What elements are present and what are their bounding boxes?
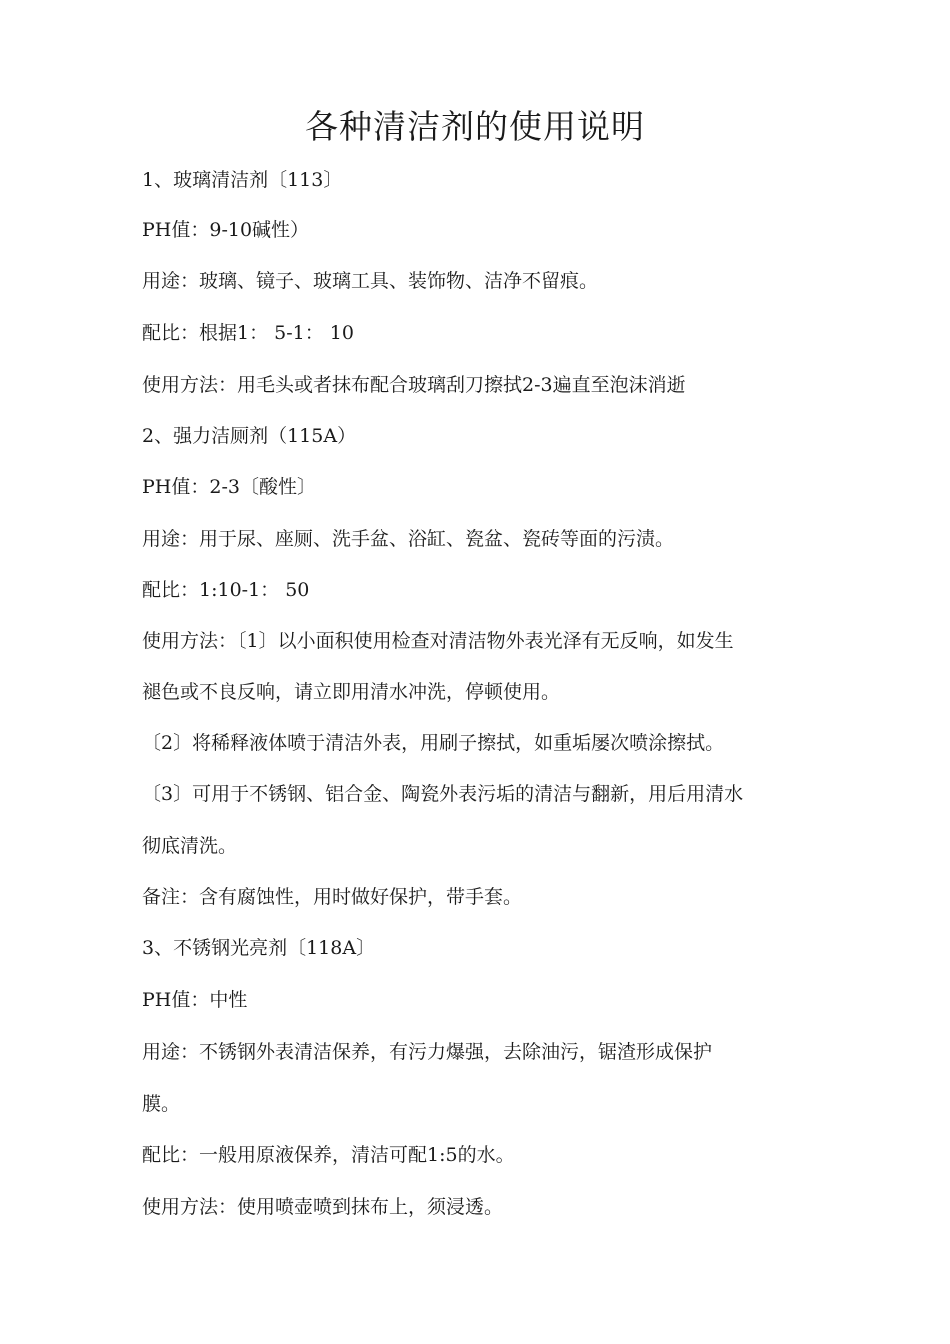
section-2-ph: PH值：2-3〔酸性〕: [142, 476, 316, 498]
section-1-usage: 用途：玻璃、镜子、玻璃工具、装饰物、洁净不留痕。: [142, 270, 599, 292]
section-2-usage: 用途：用于尿、座厕、洗手盆、浴缸、瓷盆、瓷砖等面的污渍。: [142, 528, 675, 550]
section-3-ratio: 配比：一般用原液保养，清洁可配1:5的水。: [142, 1144, 515, 1166]
section-2-method-line-1: 使用方法：〔1〕以小面积使用检查对清洁物外表光泽有无反响，如发生: [142, 630, 734, 652]
page-title: 各种清洁剂的使用说明: [305, 107, 645, 146]
section-1-method: 使用方法：用毛头或者抹布配合玻璃刮刀擦拭2-3遍直至泡沫消逝: [142, 374, 686, 396]
section-2-ratio: 配比：1:10-1： 50: [142, 579, 310, 601]
section-1-heading: 1、玻璃清洁剂〔113〕: [142, 169, 343, 191]
section-2-method-step-2: 〔2〕将稀释液体喷于清洁外表，用刷子擦拭，如重垢屡次喷涂擦拭。: [142, 732, 725, 754]
section-3-usage-line-1: 用途：不锈钢外表清洁保养，有污力爆强，去除油污，锯渣形成保护: [142, 1041, 713, 1063]
section-3-ph: PH值：中性: [142, 989, 248, 1011]
section-3-method: 使用方法：使用喷壶喷到抹布上，须浸透。: [142, 1196, 504, 1218]
section-1-ph: PH值：9-10碱性）: [142, 219, 310, 241]
section-2-heading: 2、强力洁厕剂（115A）: [142, 425, 357, 447]
section-2-note: 备注：含有腐蚀性，用时做好保护，带手套。: [142, 886, 523, 908]
section-2-method-line-2: 褪色或不良反响，请立即用清水冲洗，停顿使用。: [142, 681, 561, 703]
section-2-method-step-3-line-1: 〔3〕可用于不锈钢、铝合金、陶瓷外表污垢的清洁与翻新，用后用清水: [142, 783, 744, 805]
section-3-usage-line-2: 膜。: [142, 1093, 181, 1115]
section-1-ratio: 配比：根据1： 5-1： 10: [142, 322, 354, 344]
section-2-method-step-3-line-2: 彻底清洗。: [142, 835, 238, 857]
section-3-heading: 3、不锈钢光亮剂〔118A〕: [142, 937, 376, 959]
